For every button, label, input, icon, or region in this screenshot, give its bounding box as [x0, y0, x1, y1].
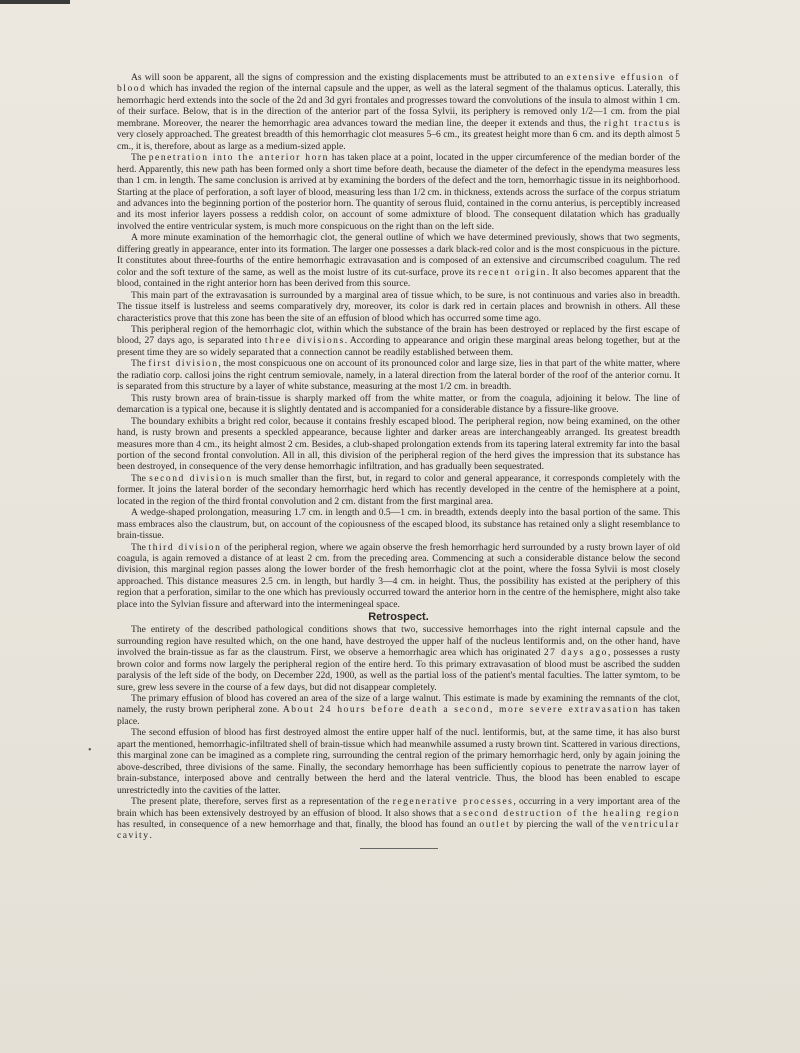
spaced-emphasis: penetration into the anterior horn	[148, 152, 329, 164]
spaced-emphasis: outlet	[479, 819, 511, 830]
paragraph	[117, 152, 680, 232]
text-run: The	[131, 472, 150, 484]
text-run: A wedge-shaped prolongation, measuring 1.7 cm. in length and 0.5—1 cm. in breadth, extends deeply into the basal portion of the same. This mass embraces also the claustrum, but, on account of the copiousness of the escaped blood, its substance has retained only a slight resemblance to brain-tissue.	[117, 507, 680, 542]
paragraph	[117, 542, 680, 611]
text-run: which has invaded the region of the internal capsule and the upper, as well as the lateral segment of the thalamus opticus. Laterally, this hemorrhagic herd extends into the socle of the 2d and 3d gyri frontales and progresses toward the convolutions of the insula to almost within 1 cm. of their surface. Below, that is in the direction of the anterior part of the fossa Sylvii, its periphery is removed only 1/2—1 cm. from the pial membrane. Moreover, the nearer the hemorrhagic area advances toward the median line, the deeper it extends and thus, the	[117, 83, 680, 129]
text-run: . According to appearance and origin these marginal areas belong together, but at the present time they are so widely separated that a connection cannot be readily established between them.	[117, 335, 681, 358]
paragraph	[117, 416, 680, 473]
paragraph	[117, 324, 680, 358]
paragraph	[117, 358, 680, 392]
text-run: .	[149, 830, 152, 842]
body-text	[117, 72, 680, 849]
paragraph	[117, 727, 680, 796]
section-findings	[117, 72, 680, 610]
paragraph	[117, 624, 680, 693]
paragraph	[117, 693, 680, 727]
spaced-emphasis: ventricular cavity	[117, 819, 681, 842]
text-run: has taken place.	[117, 704, 680, 727]
text-run: As will soon be apparent, all the signs of compression and the existing displacements must be attributed to an	[131, 72, 567, 83]
text-run: has taken place at a point, located in the upper circumference of the median border of the herd. Apparently, this new path has been formed only a short time before death, because the diameter of the defect in the ependyma measures less than 1 cm. in length. The same conclusion is arrived at by examining the borders of the defect and the torn, hemorrhagic tissue in its neighborhood. Starting at the place of perforation, a soft layer of blood, measuring less than 1/2 cm. in thickness, extends across the surface of the corpus striatum and advances into the beginning portion of the posterior horn. The quantity of serous fluid, contained in the cornu anterius, is perceptibly increased and its most inferior layers possess a reddish color, on account of some admixture of blood. The consequent dilatation which has gradually involved the entire ventricular system, is much more conspicuous on the right than on the left side.	[117, 152, 681, 232]
spaced-emphasis: extensive effusion of blood	[117, 72, 681, 95]
text-run: is very closely approached. The greatest breadth of this hemorrhagic clot measures 5–6 cm., its greatest height more than 6 cm. and its depth almost 5 cm., it is, therefore, about as large as a medium-sized apple.	[117, 117, 680, 152]
paragraph	[117, 507, 680, 541]
section-heading: Retrospect.	[368, 611, 429, 624]
text-run: has resulted, in consequence of a new hemorrhage and that, finally, the blood has found an	[117, 819, 480, 830]
text-run: of the peripheral region, where we again observe the fresh hemorrhagic herd surrounded by a rusty brown layer of old coagula, is again removed a distance of at least 2 cm. from the preceding area. Commencing at such a considerable distance below the second division, this marginal region passes along the lower border of the fresh hemorrhagic clot at the point, where the fossa Sylvii is most closely approached. This distance measures 2.5 cm. in length, but hardly 3—4 cm. in height. Thus, the possibility has existed at the periphery of this region that a perforation, similar to the one which has previously occurred toward the anterior horn in the centre of the hemisphere, might also take place into the Sylvian fissure and afterward into the intermeningeal space.	[117, 541, 680, 610]
paragraph	[117, 796, 680, 842]
text-run: is much smaller than the first, but, in regard to color and general appearance, it corresponds completely with the former. It joins the lateral border of the secondary hemorrhagic herd which has recently developed in the centre of the hemisphere at a point, located in the region of the third frontal convolution and 2 cm. distant from the first marginal area.	[117, 472, 680, 507]
text-run: The second effusion of blood has first destroyed almost the entire upper half of the nucl. lentiformis, but, at the same time, it has also burst apart the mentioned, hemorrhagic-infiltrated shell of brain-tissue which had meanwhile assumed a rusty brown tint. Scattered in various directions, this marginal zone can be imagined as a complete ring, surrounding the central region of the primary hemorrhagic herd, only by again joining the above-described, three divisions of the same. Finally, the secondary hemorrhage has been sufficiently copious to penetrate the narrow layer of brain-substance, interposed above and centrally between the herd and the lateral ventricle. Thus, the blood has been enabled to escape unrestrictedly into the cavities of the latter.	[117, 727, 680, 796]
text-run: , occurring in a very important area of the brain which has been extensively destroyed by an effusion of blood. It also shows that a	[117, 796, 680, 819]
spaced-emphasis: About 24 hours before death a second, more severe extravasation	[282, 704, 640, 716]
text-run: This rusty brown area of brain-tissue is sharply marked off from the white matter, or from the coagula, adjoining it below. The line of demarcation is a typical one, because it is slightly dentated and is accompanied for a considerable distance by a fissure-like groove.	[117, 392, 680, 416]
spaced-emphasis: third division	[148, 541, 222, 553]
margin-mark: •	[88, 745, 92, 756]
text-run: The primary effusion of blood has covered an area of the size of a large walnut. This estimate is made by examining the remnants of the clot, namely, the rusty brown peripheral zone.	[117, 693, 680, 716]
spaced-emphasis: first division	[148, 358, 219, 370]
text-run: , possesses a rusty brown color and forms now largely the peripheral region of the entire herd. To this primary extravasation of blood must be ascribed the sudden paralysis of the left side of the body, on December 22d, 1900, as well as the partial loss of the patient's mental faculties. The latter symtom, to be sure, grew less severe in the course of a few days, but did not disappear completely.	[117, 647, 680, 693]
paragraph	[117, 473, 680, 507]
text-run: The	[131, 152, 149, 164]
spaced-emphasis: regenerative processes	[392, 796, 514, 808]
text-run: The present plate, therefore, serves first as a representation of the	[131, 796, 393, 808]
spaced-emphasis: second division	[149, 472, 233, 484]
text-run: The entirety of the described pathological conditions shows that two, successive hemorrhages into the right internal capsule and the surrounding region have resulted which, on the one hand, have destroyed the upper half of the nucleus lentiformis and, on the other hand, have involved the brain-tissue as far as the claustrum. First, we observe a hemorrhagic area which has originated	[117, 624, 680, 659]
spaced-emphasis: 27 days ago	[543, 647, 608, 659]
paragraph	[117, 232, 680, 289]
paragraph	[117, 290, 680, 324]
section-retrospect	[117, 624, 680, 842]
paragraph	[117, 393, 680, 416]
text-run: by piercing the wall of the	[510, 819, 622, 830]
spaced-emphasis: recent origin	[478, 266, 547, 278]
text-run: , the most conspicuous one on account of its pronounced color and large size, lies in that part of the white matter, where the radiatio corp. callosi joins the right centrum semiovale, namely, in a lateral direction from the lateral border of the roof of the anterior cornu. It is separated from this structure by a layer of white substance, measuring at the most 1/2 cm. in breadth.	[117, 358, 680, 393]
text-run: The	[131, 358, 149, 370]
paragraph	[117, 72, 680, 152]
text-run: . It also becomes apparent that the blood, contained in the right anterior horn has been derived from this source.	[117, 266, 680, 290]
text-run: A more minute examination of the hemorrhagic clot, the general outline of which we have determined previously, shows that two segments, differing greatly in appearance, enter into its formation. The larger one possesses a dark black-red color and is the most conspicuous in the picture. It constitutes about three-fourths of the entire hemorrhagic extravasation and is composed of an extensive and circumscribed coagulum. The red color and the soft texture of the same, as well as the moist lustre of its cut-surface, prove its	[117, 232, 680, 278]
text-run: The boundary exhibits a bright red color, because it contains freshly escaped blood. The peripheral region, now being examined, on the other hand, is rusty brown and presents a speckled appearance, because lighter and darker areas are interchangeably arranged. Its greatest breadth measures more than 4 cm., its height almost 2 cm. Besides, a club-shaped prolongation extends from its tapering lateral extremity far into the basal portion of the second frontal convolution. All in all, this division of the peripheral region of the herd gives the impression that its substance has been destroyed, in consequence of the very dense hemorrhagic infiltration, and has gradually been sequestrated.	[117, 415, 680, 473]
spaced-emphasis: right tractus	[603, 117, 671, 129]
spaced-emphasis: three divisions	[264, 335, 345, 347]
end-rule	[360, 848, 438, 849]
text-run: This peripheral region of the hemorrhagic clot, within which the substance of the brain has been destroyed or replaced by the first escape of blood, 27 days ago, is separated into	[117, 323, 680, 347]
text-run: This main part of the extravasation is surrounded by a marginal area of tissue which, to be sure, is not continuous and varies also in breadth. The tissue itself is lustreless and seems comparatively dry, moreover, its color is dark red in certain places and brownish in others. All these characteristics prove that this zone has been the site of an effusion of blood which has occurred some time ago.	[117, 289, 680, 324]
page-edge-mark	[0, 0, 70, 4]
text-run: The	[131, 541, 149, 553]
spaced-emphasis: second destruction of the healing region	[463, 807, 680, 819]
